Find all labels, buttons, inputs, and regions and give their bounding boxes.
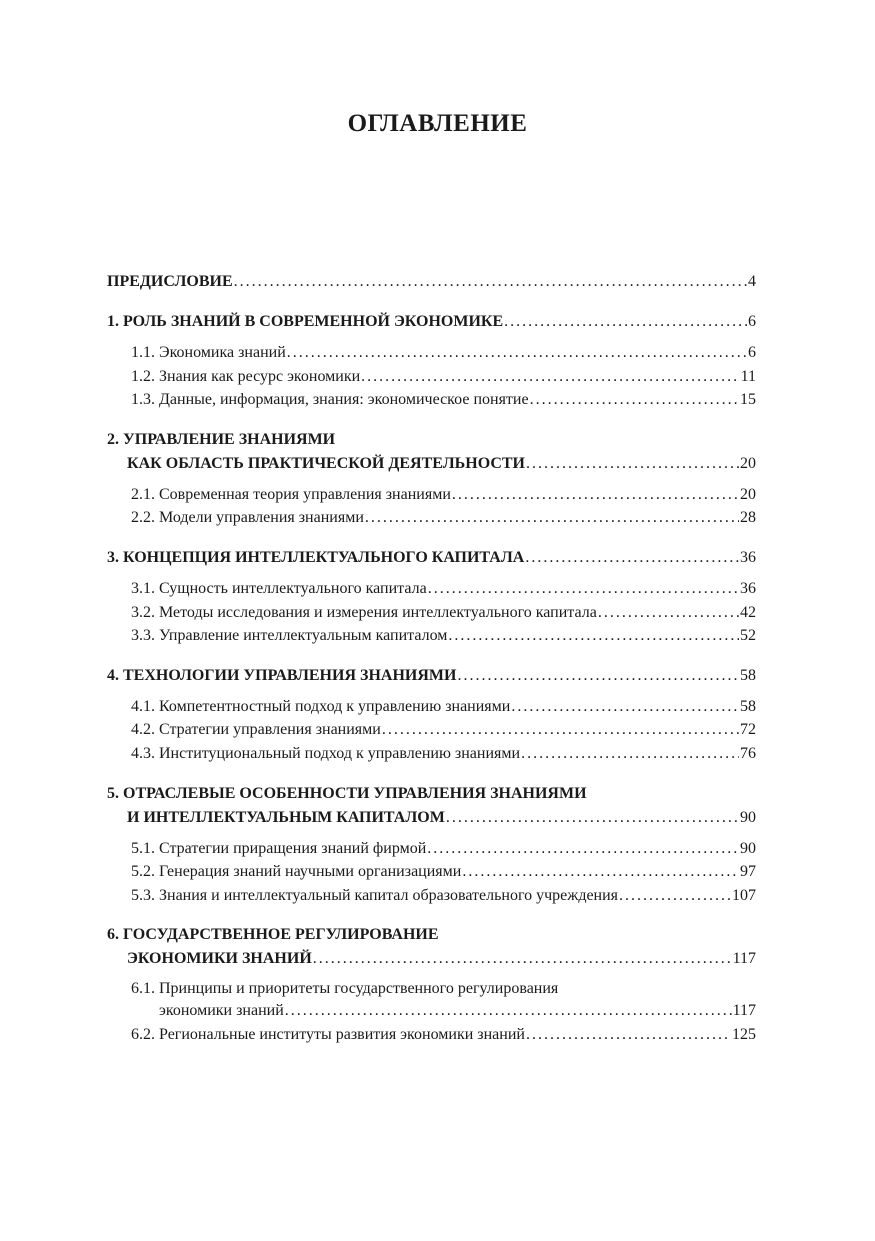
chapter-title: 4. ТЕХНОЛОГИИ УПРАВЛЕНИЯ ЗНАНИЯМИ [107,666,457,684]
section-title: 2.1. Современная теория управления знаниями [131,485,451,503]
leader-dots [448,624,739,648]
section-title: 6.2. Региональные институты развития экономики знаний [131,1025,525,1043]
section-title: 1.1. Экономика знаний [131,344,286,361]
chapter-title-line-2: КАК ОБЛАСТЬ ПРАКТИЧЕСКОЙ ДЕЯТЕЛЬНОСТИ [127,454,525,472]
chapter-title: 3. КОНЦЕПЦИЯ ИНТЕЛЛЕКТУАЛЬНОГО КАПИТАЛА [107,548,525,566]
toc-section-5-2[interactable] [107,860,756,884]
page-number: 20 [740,485,756,503]
page-number: 97 [740,863,756,881]
chapter-title-line-1: 6. ГОСУДАРСТВЕННОЕ РЕГУЛИРОВАНИЕ [107,926,439,944]
leader-dots [446,806,739,830]
section-title-line-1: 6.1. Принципы и приоритеты государственного регулирования [131,980,559,998]
section-title: 2.2. Модели управления знаниями [131,509,364,527]
page-number: 117 [732,1002,756,1020]
leader-dots [598,601,739,625]
leader-dots [526,452,739,476]
page-number: 15 [740,391,756,409]
section-title: 3.1. Сущность интеллектуального капитала [131,579,427,597]
page-number: 125 [732,1025,756,1043]
chapter-title-line-2: ЭКОНОМИКИ ЗНАНИЙ [127,950,312,968]
toc-chapter-4[interactable] [107,664,756,688]
section-title: 3.2. Методы исследования и измерения интеллектуального капитала [131,603,597,621]
page-number: 11 [740,367,756,385]
leader-dots [427,837,739,861]
toc-section-5-3[interactable] [107,884,756,908]
preface-label: ПРЕДИСЛОВИЕ [107,273,233,290]
page-number: 72 [740,721,756,739]
page-number: 90 [740,839,756,857]
leader-dots [526,1023,731,1047]
leader-dots [285,999,732,1023]
chapter-title: 1. РОЛЬ ЗНАНИЙ В СОВРЕМЕННОЙ ЭКОНОМИКЕ [107,313,504,330]
page-title: ОГЛАВЛЕНИЕ [347,110,528,137]
section-title: 1.2. Знания как ресурс экономики [131,367,361,385]
chapter-title-line-1: 5. ОТРАСЛЕВЫЕ ОСОБЕННОСТИ УПРАВЛЕНИЯ ЗНАНИЯМИ [107,784,587,802]
leader-dots [452,483,739,507]
toc-chapter-2[interactable] [107,452,756,476]
toc-section-6-1[interactable] [107,999,756,1023]
page-number: 90 [740,808,756,826]
leader-dots [428,577,739,601]
section-title: 3.3. Управление интеллектуальным капиталом [131,627,448,645]
page-number: 6 [748,313,756,330]
toc-chapter-1[interactable] [107,310,756,334]
page-number: 36 [740,548,756,566]
section-title: 5.2. Генерация знаний научными организациями [131,863,462,881]
page-number: 4 [748,273,756,290]
toc-preface[interactable] [107,270,756,294]
chapter-title-line-2: И ИНТЕЛЛЕКТУАЛЬНЫМ КАПИТАЛОМ [127,808,445,826]
section-title: 4.2. Стратегии управления знаниями [131,721,381,739]
toc-chapter-3[interactable] [107,546,756,570]
leader-dots [287,341,747,365]
table-of-contents [107,270,756,1047]
toc-section-2-2[interactable] [107,506,756,530]
section-title: 1.3. Данные, информация, знания: экономическое понятие [131,391,529,409]
chapter-title-line-1: 2. УПРАВЛЕНИЕ ЗНАНИЯМИ [107,430,336,448]
page-number: 20 [740,454,756,472]
toc-chapter-5[interactable] [107,806,756,830]
toc-section-1-1[interactable] [107,341,756,365]
toc-section-3-1[interactable] [107,577,756,601]
page-number: 36 [740,579,756,597]
section-title: 4.1. Компетентностный подход к управлению знаниями [131,697,511,715]
toc-section-6-2[interactable] [107,1023,756,1047]
page-number: 107 [732,886,756,904]
section-title-line-2: экономики знаний [159,1002,284,1020]
toc-section-1-3[interactable] [107,388,756,412]
section-title: 4.3. Институциональный подход к управлению знаниями [131,744,521,762]
leader-dots [619,884,731,908]
leader-dots [382,718,739,742]
toc-section-3-3[interactable] [107,624,756,648]
page-number: 76 [740,744,756,762]
leader-dots [234,270,747,294]
page-number: 42 [740,603,756,621]
leader-dots [313,947,732,971]
page-number: 28 [740,509,756,527]
toc-section-4-3[interactable] [107,742,756,766]
leader-dots [521,742,739,766]
leader-dots [530,388,739,412]
leader-dots [504,310,747,334]
toc-section-2-1[interactable] [107,483,756,507]
toc-section-1-2[interactable] [107,365,756,389]
leader-dots [365,506,739,530]
toc-section-4-1[interactable] [107,695,756,719]
toc-section-4-2[interactable] [107,718,756,742]
leader-dots [361,365,739,389]
page-number: 6 [748,344,756,361]
toc-chapter-6[interactable] [107,947,756,971]
page-number: 52 [740,627,756,645]
page-number: 58 [740,666,756,684]
section-title: 5.3. Знания и интеллектуальный капитал образовательного учреждения [131,886,619,904]
toc-section-5-1[interactable] [107,837,756,861]
section-title: 5.1. Стратегии приращения знаний фирмой [131,839,427,857]
toc-section-3-2[interactable] [107,601,756,625]
leader-dots [525,546,739,570]
leader-dots [462,860,739,884]
leader-dots [457,664,739,688]
leader-dots [511,695,739,719]
page-number: 58 [740,697,756,715]
page-number: 117 [732,950,756,968]
